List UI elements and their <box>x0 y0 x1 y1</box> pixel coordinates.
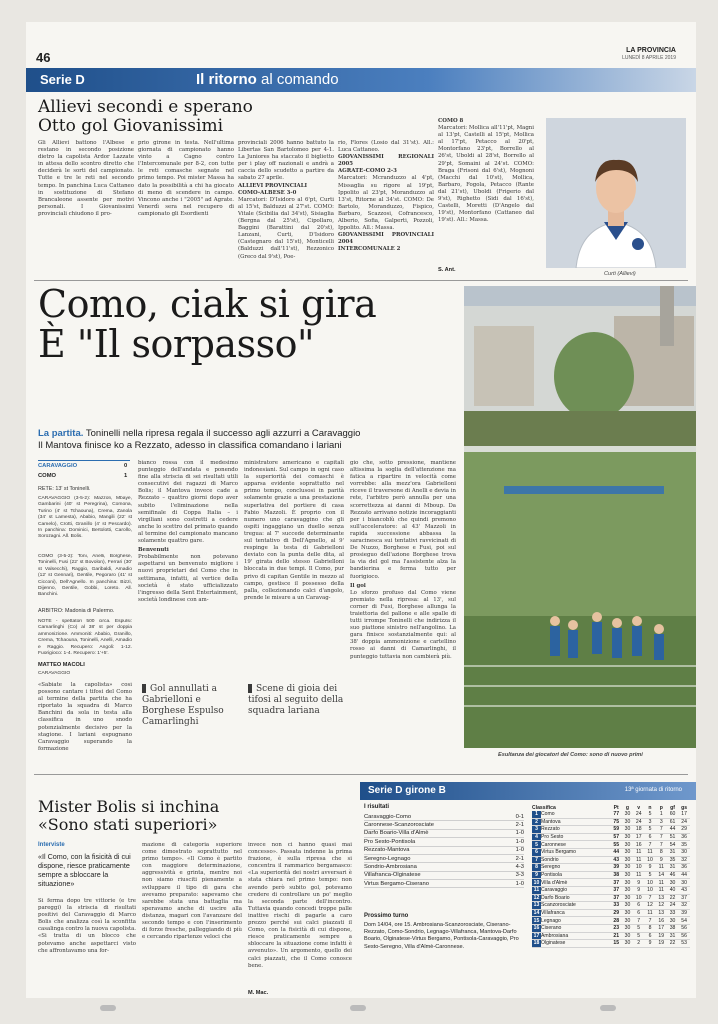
author: MATTEO MACOLI <box>38 662 85 668</box>
standings-value: 9 <box>644 940 655 948</box>
standings-position: 3 <box>532 826 541 834</box>
standings-value: 30 <box>622 864 633 872</box>
standings-row <box>532 932 690 940</box>
result-row <box>364 846 524 854</box>
interview-label: Interviste <box>38 842 65 848</box>
standings-position: 11 <box>533 887 540 894</box>
article1-col5: COMO 8 Marcatori: Mollica all'11'pt, Magni al 13'pt, Castelli al 15'pt, Mollica al 17'pt, Petacco al 20'pt, Montorfano 23'pt, Borrello al 26'st, Uboldi al 28'st, Borrello al 29'pt, Somaini al 24'st. COMO: Braga (Frisoni dal 6'st), Mognoni (Macchi dal 10'st), Mollica, Barbaro, Fogola, Petacco (Rante dal 21'st), Uboldi (Frigerio dal 9'st), Righetto (Sidi dal 16'st), Castelli, Moretti (D'Angelo dal 19'st), Montorfano (Cattaneo dal 19'st). All.: Massa. S. Ant. <box>438 118 534 274</box>
standings-team: Como <box>541 811 611 818</box>
standings-value: 11 <box>656 886 667 894</box>
round-label: 13ª giornata di ritorno <box>624 787 682 793</box>
result-match: Caronnese-Scanzorosciate <box>364 821 507 829</box>
standings-row <box>532 864 690 872</box>
player-photo <box>546 118 686 268</box>
standings-header: Pt <box>613 804 619 811</box>
standings-value: 54 <box>678 917 690 925</box>
standings-value: 9 <box>633 886 644 894</box>
standings-value: 56 <box>678 924 690 932</box>
article3-lead: «Il Como, con la fisicità di cui dispone, riesce praticamente sempre a sbloccare la situazione» <box>38 852 131 888</box>
standings-value: 37 <box>611 886 622 894</box>
main-col3: ministratore americano e capitali indonesiani. Sul campo in ogni caso la superiorità dei comaschi è apparsa evidente soprattutto nel primo tempo, conclusosi in parità solamente grazie a una prestazione superlativa del portiere di casa Fabio Mazzoli. È proprio con il numero uno caravaggino che gli ospiti ingaggiano un duello senza tregua: al 7' succede determinante sul tentativo di Dell'Agnello, al 9' respinge la testa di Gabrielloni deviato con la punta delle dita, al 19' girata dello stesso Gabrielloni bloccata in due tempi. Il Como, pur privo di capitan Gentile in mezzo al campo, gestisce il possesso della palla, collezionando calci d'angolo, prende le misure a un Caravag- <box>244 460 344 601</box>
result-match: Caravaggio-Como <box>364 813 507 821</box>
standings-team: Villafranca <box>541 909 611 917</box>
standings-value: 10 <box>644 886 655 894</box>
standings-value: 6 <box>633 902 644 910</box>
standings-value: 13 <box>656 894 667 902</box>
standings-value: 22 <box>667 940 678 948</box>
standings-team: Legnago <box>541 917 611 925</box>
article1-col3: provinciali 2006 hanno battuto la Libertas San Bartolomeo per 4-1. La Juniores ha staccato il biglietto per i play off nazionali e andrà a caccia dello scudetto a partire da sabato 27 aprile. ALLIEVI PROVINCIALI COMO-ALBESE 3-0 Marcatori: D'Isidoro al 6'pt, Curti al 15'st, Balduzzi al 27'st. COMO: Vitale (Scibilia dal 34'st), Sisiaglia (Bergna dal 25'st), Cipollaro, Baggini (Barattini dal 20'st), Lanzani, Curti, D'Isidoro (Castegnaro dal 15'st), Monticelli (Balduzzi dall'11'st), Rezzonico (Greco dal 9'st), Poe- <box>238 140 334 260</box>
standings-team: Scanzorosciate <box>541 902 611 910</box>
standings-value: 10 <box>633 894 644 902</box>
article3-title: Mister Bolis si inchina «Sono stati superiori» <box>38 797 220 834</box>
quote-bar <box>248 684 252 693</box>
article1-title: Allievi secondi e sperano Otto gol Giovanissimi <box>38 97 253 136</box>
standings-position: 5 <box>532 841 541 849</box>
standings-value: 24 <box>678 818 690 826</box>
newspaper-page <box>26 22 696 998</box>
article1-col2: prio girone in testa. Nell'ultima giornata di campionato hanno vinto a Cagno contro l'Intercomunale per 8-2, con tutte le reti comasche segnate nel primo tempo. Poi mister Massa ha dato la possibilità a chi ha giocato di meno di scendere in campo. Vincono anche i "2005" ad Agrate. Venerdì sera nel recupero di campionato gli Esordienti <box>138 140 234 217</box>
standings-value: 61 <box>667 818 678 826</box>
result-score: 1-0 <box>507 829 524 837</box>
standings-value: 35 <box>678 841 690 849</box>
standings-value: 5 <box>644 811 655 818</box>
standings-team: Virtus Bergamo <box>541 848 611 856</box>
standings-value: 37 <box>611 894 622 902</box>
standings-value: 16 <box>633 841 644 849</box>
standings-value: 32 <box>678 856 690 864</box>
standings-value: 6 <box>644 932 655 940</box>
standings-value: 38 <box>611 871 622 879</box>
standings-position: 6 <box>532 848 541 856</box>
section-label: Serie D <box>40 72 85 87</box>
standings-value: 54 <box>667 841 678 849</box>
standings-value: 29 <box>678 826 690 834</box>
standings-team: Villa d'Almè <box>541 879 611 887</box>
league-band <box>360 782 696 800</box>
standings-value: 16 <box>656 917 667 925</box>
standings-position: 18 <box>533 940 540 947</box>
standings-value: 24 <box>633 818 644 826</box>
team2-score: 1 <box>124 473 128 479</box>
standings-team: Mantova <box>541 818 611 826</box>
standings-value: 30 <box>622 848 633 856</box>
result-score: 2-1 <box>507 821 524 829</box>
scan-mark <box>100 1005 116 1011</box>
article3-col3: invece non ci hanno quasi mai concesso». Passata indenne la prima frazione, è sulla ripresa che si concentra il rammarico bergamasco: «La superiorità dei nostri avversari è stata chiara nel primo tempo: non avendo però subito gol, potevamo credere di controllare un po' meglio la seconda parte dell'incontro. Tuttavia quando concedi troppe palle inattive rischi di pagarle a caro prezzo perché sui calci piazzati il Como, con la fisicità di cui dispone, riesce praticamente sempre a sbloccare la situazione come infatti è avvenuto». Un argomento, quello dei calci piazzati, che il Como conosce bene. M. Mac. <box>248 842 352 996</box>
standings-value: 59 <box>611 826 622 834</box>
lineup-home: CARAVAGGIO (3-5-2): Mazzoli, Mbaye, Gambarini (40' st Peregrina), Comona, Turino (4' st Tchaouna), Crema, Zanola (34' st Lamesta), Ababio, Mangili (22' st Camelo), Crotti, Granillo (4' st Pescardo). In panchina: Dominici, Bertolotti, Carollo, Sorozagni. All. Bolis. <box>38 496 132 540</box>
standings-value: 53 <box>678 940 690 948</box>
standings-row <box>532 826 690 834</box>
standings-value: 11 <box>633 871 644 879</box>
standings-value: 31 <box>667 848 678 856</box>
divider <box>34 280 688 281</box>
standings-value: 30 <box>622 902 633 910</box>
standings-value: 5 <box>644 871 655 879</box>
standings-value: 8 <box>644 924 655 932</box>
standings-value: 30 <box>622 818 633 826</box>
standings-value: 57 <box>611 833 622 841</box>
standings-value: 7 <box>656 833 667 841</box>
match-notes: NOTE - spettatori 500 circa. Espulsi: Camarlinghi (Co) al 38' st per doppia ammonizione. Ammoniti: Ababio, Granillo, Crema, Tchaouna, Toninelli, Anelli, Amadio e Raggio. Recupero: Angoli: 1-12. Fuorigioco: 1-4. Recupero: 1'+5'. <box>38 619 132 657</box>
standings-value: 11 <box>644 909 655 917</box>
main-col4: gio che, sotto pressione, mantiene altissima la soglia dell'attenzione ma fatica a ripartire in velocità come vorrebbe: alla mezz'ora Gabrielloni riceve il traversone di Anelli e devia in rete, l'arbitro però annulla per una scorrettezza ai danni di Mboup. Da Rezzato arrivano notizie incoraggianti per i biancoblù che quindi premono sull'acceleratore: al 43' Mazzoli in rapida successione abbassa la saracinesca sui tentativi ravvicinati di De Nuzzo, Borghese e Fusi, poi sul prosieguo dell'azione Borghese trova la via del gol ma l'assistente alza la bandierina e ferma tutto per fuorigioco. Il gol Lo sforzo profuso dal Como viene premiato nella ripresa: al 13', sul corner di Fusi, Borghese allunga la traiettoria del pallone e alle spalle di tutti irrompe Toninelli che indirizza il suo piattone sinistro nell'angolino. La gara finisce sostanzialmente qui: al 38' doppia ammonizione e cartellino rosso ai danni di Camarlinghi, il punteggio tuttavia non cambierà più. <box>350 460 456 660</box>
result-score: 1-0 <box>507 838 524 846</box>
standings-row <box>532 848 690 856</box>
standings-value: 19 <box>656 940 667 948</box>
result-score: 4-3 <box>507 863 524 871</box>
result-match: Darfo Boario-Villa d'Almè <box>364 829 507 837</box>
article3-col1: Si ferma dopo tre vittorie (e tre pareggi) la striscia di risultati positivi del Caravaggio di Marco Bolis che analizza così la sconfitta casalinga contro la nuova capolista. «Si tratta di un blocco che potevamo anche aspettarci visto che affrontavamo una for- <box>38 898 136 954</box>
standings-row <box>532 894 690 902</box>
standings-value: 30 <box>622 833 633 841</box>
standings-position: 14 <box>533 910 540 917</box>
result-match: Pro Sesto-Pontisola <box>364 838 507 846</box>
player-portrait-illustration <box>546 118 686 268</box>
standings-row <box>532 841 690 849</box>
result-score: 1-0 <box>507 880 524 888</box>
standings-value: 24 <box>667 902 678 910</box>
standings-position: 17 <box>533 932 540 939</box>
standings-value: 7 <box>644 894 655 902</box>
standings-value: 17 <box>633 833 644 841</box>
standings-position: 13 <box>533 902 540 909</box>
main-headline: Como, ciak si gira È "Il sorpasso" <box>38 282 377 366</box>
standings-value: 18 <box>633 826 644 834</box>
standings-position: 15 <box>533 917 540 924</box>
pull-quote-1: Gol annullati a Gabrielloni e Borghese Espulso Camarlinghi <box>142 684 224 727</box>
standings-team: Ambrosiana <box>541 932 611 940</box>
results-table <box>364 813 524 888</box>
standings-row <box>532 940 690 948</box>
pull-quote-2: Scene di gioia dei tifosi al seguito della squadra lariana <box>248 684 344 716</box>
standings-value: 5 <box>633 924 644 932</box>
standings-value: 37 <box>611 879 622 887</box>
standings-value: 31 <box>667 864 678 872</box>
standings-value: 11 <box>644 848 655 856</box>
standings-value: 36 <box>678 864 690 872</box>
standings-header: g <box>625 804 630 811</box>
standings-table <box>532 804 690 948</box>
article1-col4: rio, Flores (Losio dal 31'st). All.: Luca Cattaneo. GIOVANISSIMI REGIONALI 2005 AGRATE-COMO 2-3 Marcatori: Mcranduzzo al 4'pt, Missaglia su rigore al 19'pt, Ippolito al 23'pt, Moranduzzo al 13'st, Ritorne al 34'st. COMO: De Bartolo, Moranduzzo, Fispico, Barbaro, Scazzosi, Cofrancesco, Alberio, Sofia, Galperti, Pozzoli, Ippolito. All.: Massa. GIOVANISSIMI PROVINCIALI 2004 INTERCOMUNALE 2 <box>338 140 434 253</box>
result-row <box>364 829 524 837</box>
standings-value: 3 <box>644 818 655 826</box>
standings-value: 30 <box>622 841 633 849</box>
standings-value: 30 <box>622 894 633 902</box>
team1-name: CARAVAGGIO <box>38 463 78 469</box>
standings-row <box>532 871 690 879</box>
standings-value: 8 <box>656 848 667 856</box>
standings-value: 2 <box>633 940 644 948</box>
standings-value: 7 <box>644 841 655 849</box>
scorer: RETE: 13' st Toninelli. <box>38 486 91 492</box>
standings-team: Caronnese <box>541 841 611 849</box>
standings-header: Classifica <box>532 804 556 811</box>
standings-header: n <box>648 804 652 811</box>
standings-value: 43 <box>678 886 690 894</box>
standings-value: 9 <box>644 864 655 872</box>
standings-value: 9 <box>656 856 667 864</box>
page-number: 46 <box>36 50 51 65</box>
standings-value: 33 <box>667 909 678 917</box>
standings-row <box>532 909 690 917</box>
standings-row <box>532 924 690 932</box>
standings-value: 38 <box>667 924 678 932</box>
divider <box>34 774 688 775</box>
standings-value: 32 <box>678 902 690 910</box>
standings-position: 9 <box>532 871 541 879</box>
article3-col2: mazione di categoria superiore come dimostrato soprattutto nel primo tempo». «Il Como è partito con maggiore determinazione, aggressività e grinta, mentre noi non siamo riusciti pienamente a sviluppare il tipo di gara che avevamo preparato: sapevamo che sarebbe stata una battaglia ma speravamo anche di uscire alla distanza, magari con l'avanzare del secondo tempo e con l'inserimento di forze fresche, palleggiando di più e cercando ripartenze veloci che <box>142 842 242 941</box>
standings-value: 55 <box>611 841 622 849</box>
standings-value: 7 <box>644 917 655 925</box>
standings-value: 44 <box>678 871 690 879</box>
standings-value: 10 <box>633 864 644 872</box>
standings-value: 10 <box>644 856 655 864</box>
result-match: Seregno-Legnago <box>364 854 507 862</box>
standings-team: Sondrio <box>541 856 611 864</box>
standings-value: 14 <box>656 871 667 879</box>
standings-row <box>532 886 690 894</box>
standings-value: 23 <box>611 924 622 932</box>
standings-value: 6 <box>644 833 655 841</box>
result-row <box>364 863 524 871</box>
main-lead: «Sabiate la capolista» così possono cantare i tifosi del Como al termine della partita che ha riportato la squadra di Marco Banchini da sola in testa alla classifica in uno snodo potenzialmente decisivo per la stagione. I lariani espugnano Caravaggio superando la formazione <box>38 682 132 752</box>
standings-value: 31 <box>667 932 678 940</box>
standings-value: 22 <box>667 894 678 902</box>
standings-value: 17 <box>656 924 667 932</box>
standings-value: 30 <box>622 924 633 932</box>
standings-value: 5 <box>633 932 644 940</box>
standings-row <box>532 879 690 887</box>
standings-value: 29 <box>611 909 622 917</box>
standings-value: 30 <box>622 871 633 879</box>
standings-value: 21 <box>611 932 622 940</box>
standings-position: 10 <box>533 879 540 886</box>
standings-value: 11 <box>656 879 667 887</box>
standings-value: 39 <box>678 909 690 917</box>
standings-value: 60 <box>667 811 678 818</box>
standings-position: 4 <box>532 833 541 841</box>
standings-value: 12 <box>656 902 667 910</box>
dateline: CARAVAGGIO <box>38 671 71 676</box>
standings-value: 3 <box>656 818 667 826</box>
standings-value: 56 <box>678 932 690 940</box>
standings-value: 9 <box>633 879 644 887</box>
result-row <box>364 821 524 829</box>
standings-value: 12 <box>644 902 655 910</box>
result-row <box>364 871 524 879</box>
main-col2: bianco rossa con il medesimo punteggio dell'andata e ponendo fine alla striscia di sei risultati utili consecutivi dei ragazzi di Marco Bolis; il Mantova invece cade a Rezzato – quattro giorni dopo aver subito l'eliminazione nella semifinale di Coppa Italia – i virgiliani sono costretti a cedere anche lo scettro del primato quando al termine del campionato mancano solamente quattro gare. Benvenuti Probabilmente non potevano aspettarsi un benvenuto migliore i nuovi proprietari del Como che in settimana, infatti, al vertice della società è stato ufficializzato l'ingresso della Sent Entertainment, società londinese con am- <box>138 460 238 603</box>
main-subheadline: La partita. Toninelli nella ripresa regala il successo agli azzurri a Caravaggio Il Mantova finisce ko a Rezzato, adesso in classifica comandano i lariani <box>38 428 361 451</box>
standings-row <box>532 818 690 826</box>
standings-position: 16 <box>533 925 540 932</box>
standings-value: 11 <box>633 848 644 856</box>
standings-team: Pontisola <box>541 871 611 879</box>
standings-value: 30 <box>678 848 690 856</box>
standings-row <box>532 811 690 818</box>
standings-header: gs <box>681 804 688 811</box>
standings-value: 30 <box>622 932 633 940</box>
results-heading: I risultati <box>364 804 390 810</box>
section-kicker: Il ritorno al comando <box>196 71 339 88</box>
standings-value: 51 <box>667 833 678 841</box>
standings-team: Seregno <box>541 864 611 872</box>
next-round-heading: Prossimo turno <box>364 913 409 919</box>
player-photo-caption: Curti (Allievi) <box>604 271 636 277</box>
result-score: 0-1 <box>507 813 524 821</box>
result-score: 1-0 <box>507 846 524 854</box>
standings-position: 1 <box>532 811 541 818</box>
newspaper-name: LA PROVINCIA <box>626 47 676 54</box>
standings-value: 10 <box>644 879 655 887</box>
standings-value: 28 <box>611 917 622 925</box>
standings-value: 40 <box>667 886 678 894</box>
standings-value: 11 <box>656 864 667 872</box>
standings-position: 8 <box>532 864 541 872</box>
standings-value: 5 <box>644 826 655 834</box>
result-row <box>364 838 524 846</box>
league-title: Serie D girone B <box>368 785 446 796</box>
result-score: 2-1 <box>507 854 524 862</box>
standings-value: 77 <box>611 811 622 818</box>
standings-value: 1 <box>656 811 667 818</box>
result-row <box>364 854 524 862</box>
result-match: Villafranca-Olginatese <box>364 871 507 879</box>
standings-position: 2 <box>532 818 541 826</box>
result-match: Sondrio-Ambrosiana <box>364 863 507 871</box>
issue-date: LUNEDÌ 8 APRILE 2019 <box>622 55 676 61</box>
standings-value: 17 <box>678 811 690 818</box>
section-band <box>26 68 696 92</box>
standings-value: 30 <box>622 886 633 894</box>
standings-value: 7 <box>633 917 644 925</box>
standings-team: Ciserano <box>541 924 611 932</box>
standings-value: 30 <box>622 917 633 925</box>
standings-team: Pro Sesto <box>541 833 611 841</box>
standings-value: 30 <box>622 826 633 834</box>
main-photo-caption: Esultanza dei giocatori del Como: sono di nuovo primi <box>498 752 643 758</box>
standings-header: p <box>659 804 663 811</box>
standings-row <box>532 856 690 864</box>
result-row <box>364 813 524 821</box>
standings-value: 19 <box>656 932 667 940</box>
standings-value: 43 <box>611 856 622 864</box>
standings-header: v <box>637 804 641 811</box>
standings-value: 7 <box>656 826 667 834</box>
standings-value: 24 <box>633 811 644 818</box>
standings-value: 37 <box>678 894 690 902</box>
standings-header: gf <box>670 804 675 811</box>
standings-value: 15 <box>611 940 622 948</box>
celebration-photo-illustration <box>464 286 696 748</box>
standings-value: 30 <box>622 909 633 917</box>
standings-value: 30 <box>622 811 633 818</box>
quote-bar <box>142 684 146 693</box>
standings-team: Darfo Boario <box>541 894 611 902</box>
result-row <box>364 880 524 888</box>
lineup-away: COMO (3-5-2): Toni, Anelli, Borghese, Toninelli, Fusi (22' st Bovolon), Ferrari (30' st Valsecchi), Raggio, Garibaldi, Amadio (12' st Gennari), Gentile, Pegoraro (41' st Cicconi), Dell'Agnello. In panchina: Bizzi, Dijenno, Gentile, Gobbi, Loreto. All. Banchini. <box>38 554 132 598</box>
standings-value: 7 <box>656 841 667 849</box>
standings-value: 46 <box>667 871 678 879</box>
scorebox-rule <box>38 460 130 461</box>
standings-value: 44 <box>667 826 678 834</box>
standings-value: 36 <box>678 833 690 841</box>
main-photo <box>464 286 696 748</box>
result-match: Rezzato-Mantova <box>364 846 507 854</box>
team1-score: 0 <box>124 463 128 469</box>
standings-value: 30 <box>667 917 678 925</box>
team2-name: COMO <box>38 473 57 479</box>
standings-value: 35 <box>667 856 678 864</box>
standings-value: 30 <box>678 879 690 887</box>
next-round-text: Dom 14/04, ore 15. Ambrosiana-Scanzorosciate, Ciserano-Rezzato, Como-Sondrio, Legnago-Villafranca, Mantova-Darfo Boario, Olginatese-Virtus Bergamo, Pontisola-Caravaggio, Pro Sesto-Seregno, Villa d'Almè-Caronnese. <box>364 922 519 950</box>
standings-value: 33 <box>611 902 622 910</box>
standings-value: 30 <box>622 856 633 864</box>
referee: ARBITRO: Madonia di Palermo. <box>38 608 115 614</box>
standings-row <box>532 833 690 841</box>
standings-position: 12 <box>533 894 540 901</box>
result-score: 3-3 <box>507 871 524 879</box>
standings-value: 30 <box>622 940 633 948</box>
standings-team: Olginatese <box>541 940 611 948</box>
standings-team: Caravaggio <box>541 886 611 894</box>
standings-value: 11 <box>633 856 644 864</box>
standings-team: Rezzato <box>541 826 611 834</box>
standings-value: 39 <box>611 864 622 872</box>
standings-value: 6 <box>633 909 644 917</box>
standings-value: 75 <box>611 818 622 826</box>
standings-position: 7 <box>532 856 541 864</box>
standings-value: 30 <box>622 879 633 887</box>
standings-value: 13 <box>656 909 667 917</box>
standings-row <box>532 917 690 925</box>
standings-value: 30 <box>667 879 678 887</box>
scan-mark <box>350 1005 366 1011</box>
scan-mark <box>600 1005 616 1011</box>
article1-col1: Gli Allievi battono l'Albese e restano in secondo posizione dietro la capolista Ardor Lazzate in attesa dello scontro diretto che deciderà le sorti del campionato. Tutte e tre le reti nel secondo tempo. In panchina Luca Cattaneo in sostituzione di Stefano Brancaleone assente per motivi personali. I Giovanissimi provinciali chiudono il pro- <box>38 140 134 217</box>
result-match: Virtus Bergamo-Ciserano <box>364 880 507 888</box>
standings-value: 44 <box>611 848 622 856</box>
standings-row <box>532 902 690 910</box>
